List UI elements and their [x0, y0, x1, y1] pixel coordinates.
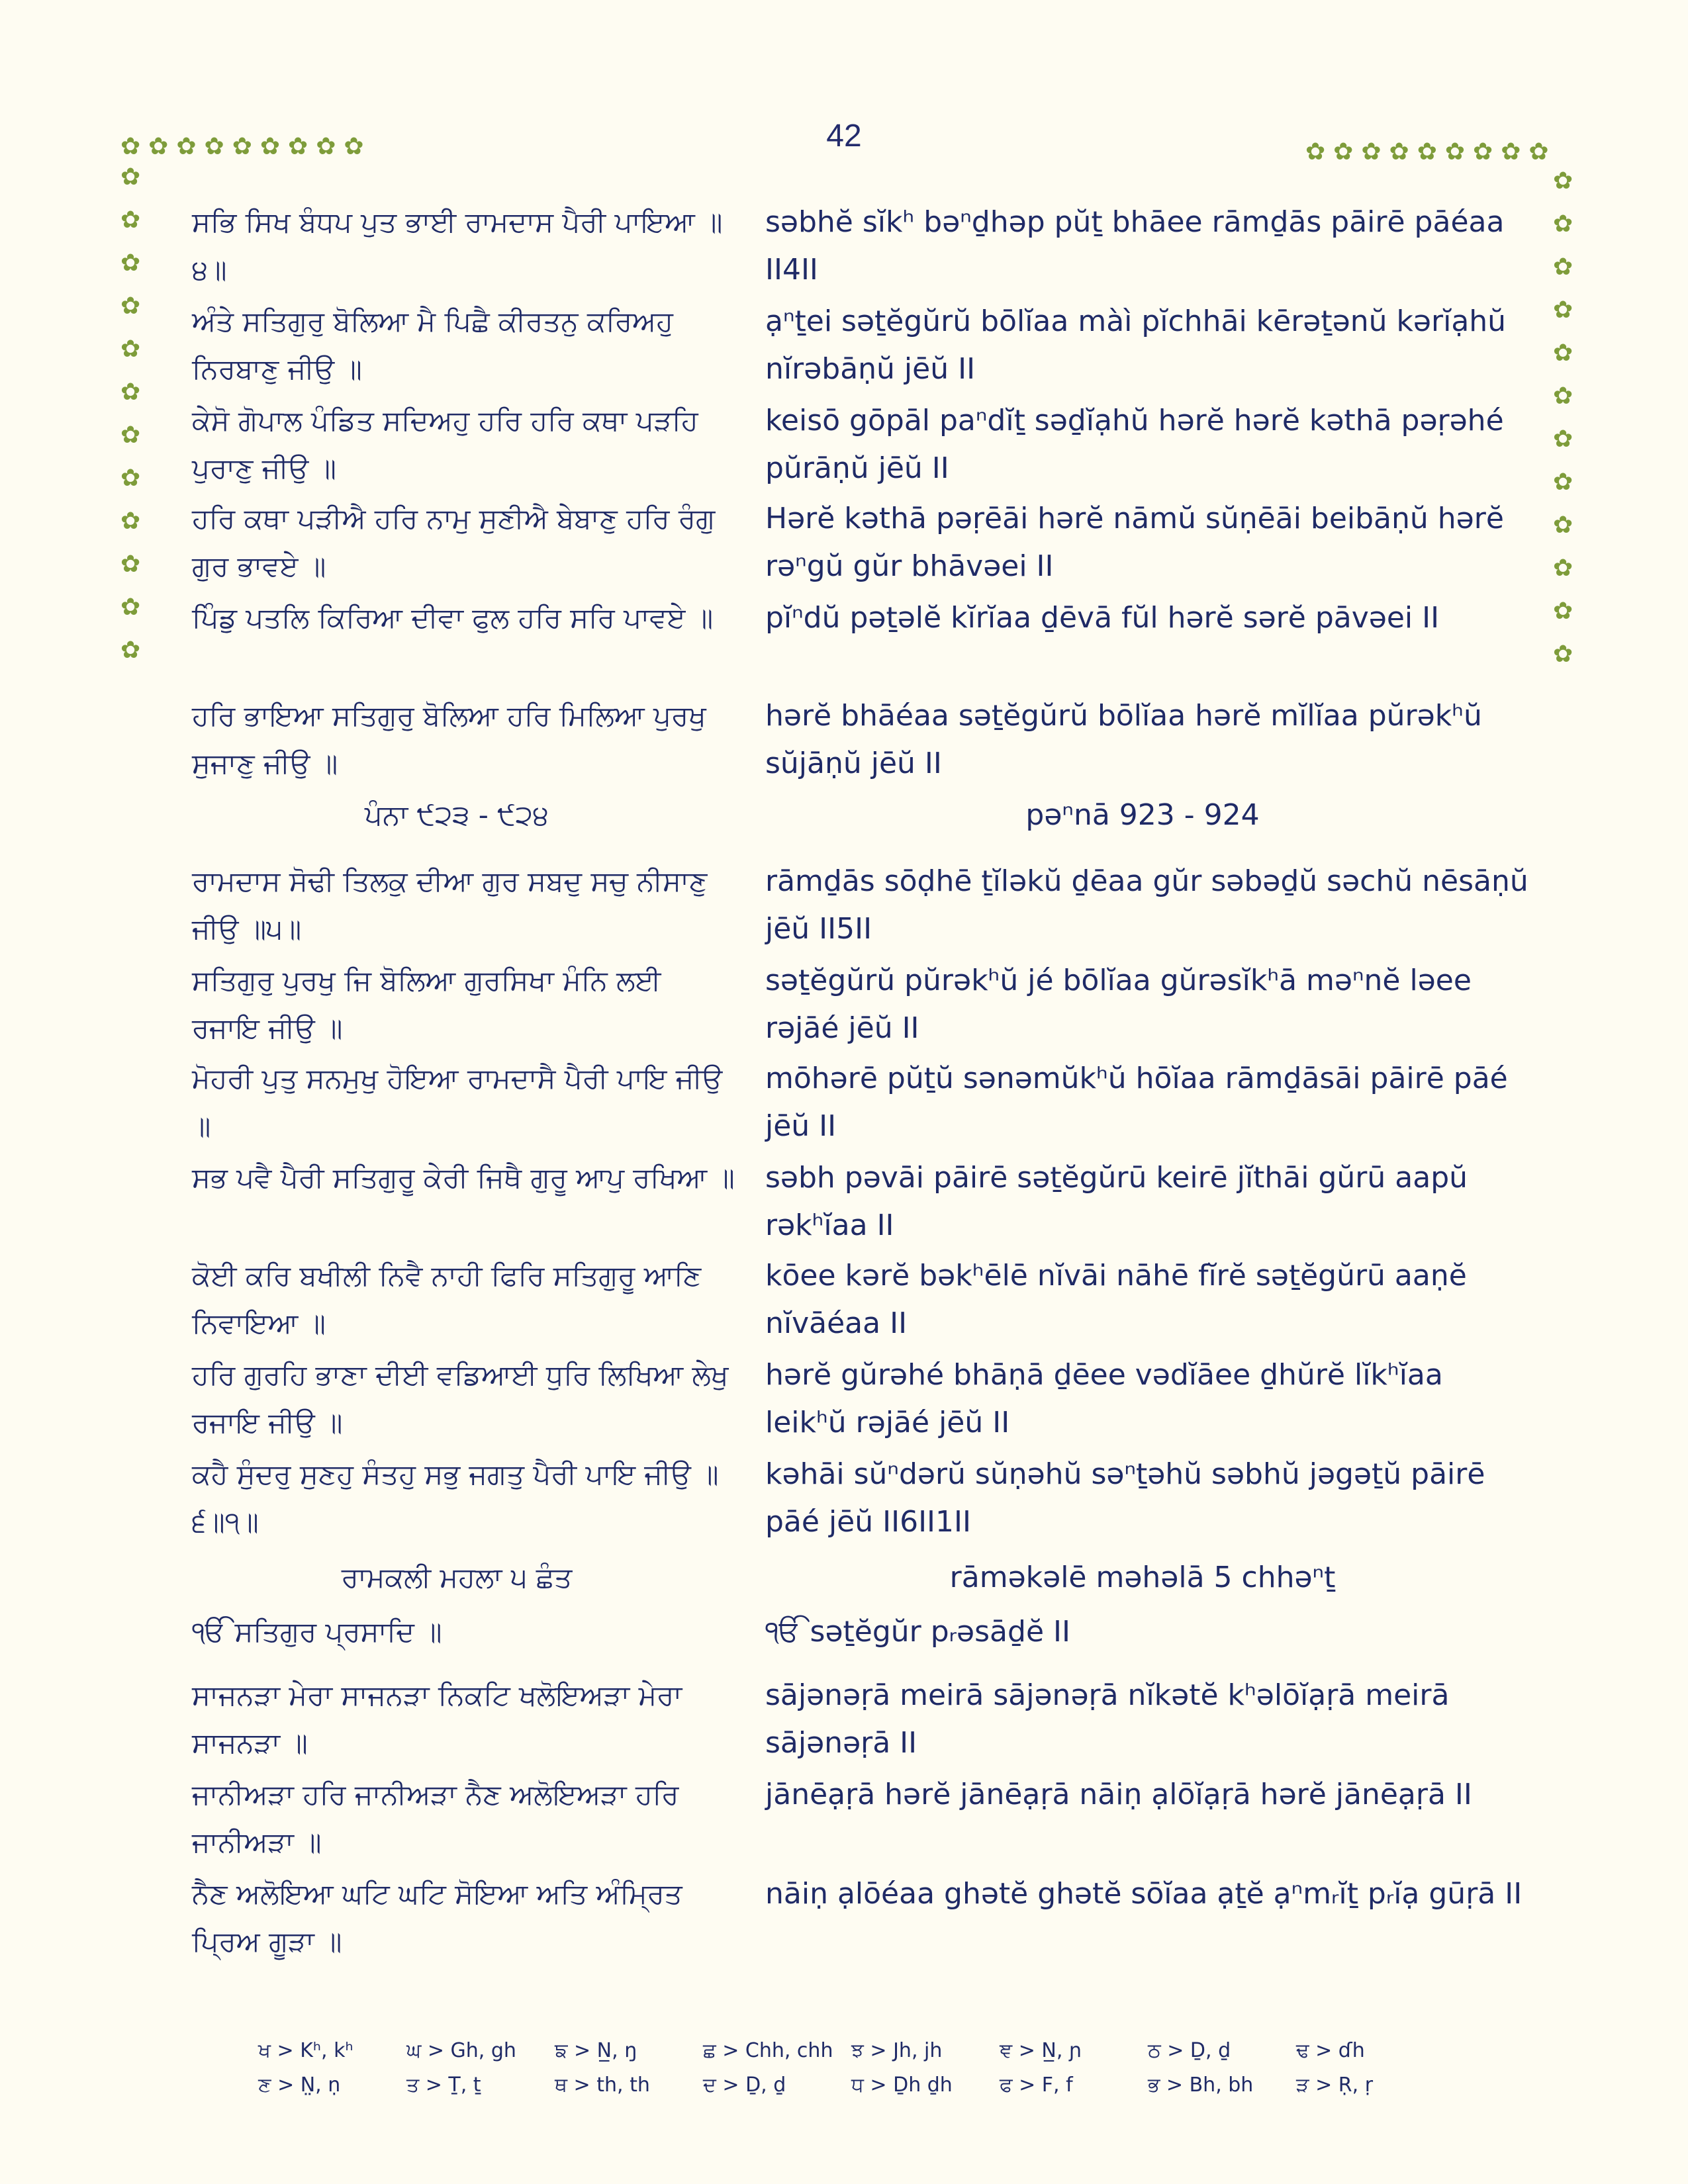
- gurmukhi-line: ਸਤਿਗੁਰੁ ਪੁਰਖੁ ਜਿ ਬੋਲਿਆ ਗੁਰਸਿਖਾ ਮੰਨਿ ਲਈ ਰਜਾਇ ਜੀਉ ॥: [192, 964, 661, 1044]
- transliteration-line: rāmḏās sōḍhē ṯĭləkŭ ḏēaa gŭr səbəḏŭ səchŭ nēsāṇŭ jēŭ II5II: [765, 864, 1528, 946]
- legend-row: [258, 2068, 1450, 2102]
- flower-icon: ✿: [1528, 138, 1549, 165]
- legend-item: ਝ > Jh, jh: [851, 2038, 943, 2062]
- gurmukhi-line: ਸਭ ਪਵੈ ਪੈਰੀ ਸਤਿਗੁਰੂ ਕੇਰੀ ਜਿਥੈ ਗੁਰੂ ਆਪੁ ਰਖਿਆ ॥: [192, 1161, 735, 1194]
- legend-item: ੜ > Ṛ, ṛ: [1296, 2073, 1374, 2097]
- legend-item: ਭ > Bh, bh: [1148, 2073, 1254, 2097]
- gurmukhi-line: ਕਹੈ ਸੁੰਦਰੁ ਸੁਣਹੁ ਸੰਤਹੁ ਸਭੁ ਜਗਤੁ ਪੈਰੀ ਪਾਇ ਜੀਉ ॥੬॥੧॥: [192, 1458, 719, 1538]
- flower-icon: ✿: [1553, 253, 1573, 281]
- transliteration-line: Hərĕ kəthā pəṛēāi hərĕ nāmŭ sŭṇēāi beibāṇŭ hərĕ rəⁿgŭ gŭr bhāvəei II: [765, 502, 1504, 583]
- transliteration-line: hərĕ bhāéaa səṯĕgŭrŭ bōlĭaa hərĕ mĭlĭaa pŭrəkʰŭ sŭjāṇŭ jēŭ II: [765, 699, 1482, 780]
- flower-icon: ✿: [120, 637, 141, 664]
- gurmukhi-line: ਹਰਿ ਭਾਇਆ ਸਤਿਗੁਰੁ ਬੋਲਿਆ ਹਰਿ ਮਿਲਿਆ ਪੁਰਖੁ ਸੁਜਾਣੁ ਜੀਉ ॥: [192, 700, 706, 780]
- flower-icon: ✿: [1553, 296, 1573, 324]
- transliteration-line: pĭⁿdŭ pəṯəlĕ kĭrĭaa ḏēvā fŭl hərĕ sərĕ pāvəei II: [765, 601, 1440, 635]
- legend-item: ਠ > Ḏ, ḏ: [1148, 2038, 1231, 2062]
- gurmukhi-line: ਕੇਸੋ ਗੋਪਾਲ ਪੰਡਿਤ ਸਦਿਅਹੁ ਹਰਿ ਹਰਿ ਕਥਾ ਪੜਹਿ ਪੁਰਾਣੁ ਜੀਉ ॥: [192, 404, 698, 484]
- legend-item: ਢ > ɗh: [1296, 2038, 1365, 2062]
- gurmukhi-line: ਕੋਈ ਕਰਿ ਬਖੀਲੀ ਨਿਵੈ ਨਾਹੀ ਫਿਰਿ ਸਤਿਗੁਰੂ ਆਣਿ ਨਿਵਾਇਆ ॥: [192, 1259, 702, 1340]
- gurmukhi-line: ਜਾਨੀਅੜਾ ਹਰਿ ਜਾਨੀਅੜਾ ਨੈਣ ਅਲੋਇਅੜਾ ਹਰਿ ਜਾਨੀਅੜਾ ॥: [192, 1778, 679, 1858]
- flower-icon: ✿: [120, 508, 141, 535]
- transliteration-line: keisō gōpāl paⁿdĭṯ səḏĭạhŭ hərĕ hərĕ kəthā pəṛəhé pŭrāṇŭ jēŭ II: [765, 404, 1504, 485]
- flower-icon: ✿: [1553, 426, 1573, 453]
- flower-icon: ✿: [1361, 138, 1382, 165]
- flower-icon: ✿: [120, 551, 141, 578]
- flower-icon: ✿: [259, 133, 281, 160]
- gurmukhi-line: ਹਰਿ ਕਥਾ ਪੜੀਐ ਹਰਿ ਨਾਮੁ ਸੁਣੀਐ ਬੇਬਾਣੁ ਹਰਿ ਰੰਗੁ ਗੁਰ ਭਾਵਏ ॥: [192, 502, 716, 582]
- left-ornament-column: [120, 165, 140, 662]
- gurmukhi-line: ਪਿੰਡੁ ਪਤਲਿ ਕਿਰਿਆ ਦੀਵਾ ਫੁਲ ਹਰਿ ਸਰਿ ਪਾਵਏ ॥: [192, 602, 714, 634]
- transliteration-line: ạⁿṯei səṯĕgŭrŭ bōlĭaa màì pĭchhāi kērəṯənŭ kərĭạhŭ nĭrəbāṇŭ jēŭ II: [765, 304, 1507, 386]
- flower-icon: ✿: [1417, 138, 1437, 165]
- gurmukhi-line: ਅੰਤੇ ਸਤਿਗੁਰੁ ਬੋਲਿਆ ਮੈ ਪਿਛੈ ਕੀਰਤਨੁ ਕਰਿਅਹੁ ਨਿਰਬਾਣੁ ਜੀਉ ॥: [192, 305, 673, 385]
- flower-icon: ✿: [288, 133, 308, 160]
- gurmukhi-line: ਹਰਿ ਗੁਰਹਿ ਭਾਣਾ ਦੀਈ ਵਡਿਆਈ ਧੁਰਿ ਲਿਖਿਆ ਲੇਖੁ ਰਜਾਇ ਜੀਉ ॥: [192, 1359, 729, 1439]
- transliteration-line: nāiṇ ạlōéaa ghətĕ ghətĕ sōĭaa ạṯĕ ạⁿmᵣĭṯ pᵣĭạ gūṛā II: [765, 1877, 1523, 1911]
- page-number: 42: [826, 118, 862, 154]
- transliteration-line: ੴ səṯĕgŭr pᵣəsāḏĕ II: [765, 1615, 1070, 1649]
- legend-item: ਦ > Ḏ, ḏ: [703, 2073, 786, 2097]
- transliteration-line: mōhərē pŭṯŭ sənəmŭkʰŭ hōĭaa rāmḏāsāi pāirē pāé jēŭ II: [765, 1062, 1508, 1143]
- flower-icon: ✿: [1553, 469, 1573, 496]
- legend-item: ਘ > Gh, gh: [406, 2038, 516, 2062]
- flower-icon: ✿: [204, 133, 224, 160]
- transliteration-line: sājənəṛā meirā sājənəṛā nĭkətĕ kʰəlōĭạṛā meirā sājənəṛā II: [765, 1678, 1450, 1760]
- transliteration-line: səbhĕ sĭkʰ bəⁿḏhəp pŭṯ bhāee rāmḏās pāirē pāéaa II4II: [765, 205, 1505, 287]
- transliteration-line: səbh pəvāi pāirē səṯĕgŭrū keirē jĭthāi gŭrū aapŭ rəkʰĭaa II: [765, 1161, 1468, 1242]
- gurmukhi-heading: ਪੰਨਾ ੯੨੩ - ੯੨੪: [364, 799, 549, 831]
- top-left-ornament: [120, 135, 364, 159]
- flower-icon: ✿: [1553, 383, 1573, 410]
- legend-item: ਛ > Chh, chh: [703, 2038, 833, 2062]
- flower-icon: ✿: [120, 293, 141, 320]
- gurmukhi-line: ਸਭਿ ਸਿਖ ਬੰਧਪ ਪੁਤ ਭਾਈ ਰਾਮਦਾਸ ਪੈਰੀ ਪਾਇਆ ॥੪॥: [192, 206, 723, 286]
- flower-icon: ✿: [1553, 512, 1573, 539]
- flower-icon: ✿: [1553, 598, 1573, 625]
- legend-item: ਥ > th, th: [555, 2073, 650, 2097]
- flower-icon: ✿: [1333, 138, 1354, 165]
- flower-icon: ✿: [1444, 138, 1466, 165]
- flower-icon: ✿: [232, 133, 252, 160]
- transliteration-legend: [258, 2033, 1450, 2102]
- top-right-ornament: [1305, 140, 1549, 164]
- transliteration-heading: pəⁿnā 923 - 924: [1025, 798, 1260, 832]
- flower-icon: ✿: [120, 465, 141, 492]
- flower-icon: ✿: [1553, 167, 1573, 195]
- flower-icon: ✿: [120, 379, 141, 406]
- transliteration-line: jānēạṛā hərĕ jānēạṛā nāiṇ ạlōĭạṛā hərĕ jānēạṛā II: [765, 1778, 1472, 1811]
- legend-item: ਤ > Ṯ, ṯ: [406, 2073, 481, 2097]
- legend-item: ਖ > Kʰ, kʰ: [258, 2038, 353, 2062]
- flower-icon: ✿: [1553, 210, 1573, 238]
- flower-icon: ✿: [120, 206, 141, 234]
- transliteration-line: səṯĕgŭrŭ pŭrəkʰŭ jé bōlĭaa gŭrəsĭkʰā məⁿnĕ ləee rəjāé jēŭ II: [765, 964, 1472, 1045]
- transliteration-line: kōee kərĕ bəkʰēlē nĭvāi nāhē fĭrĕ səṯĕgŭrū aaṇĕ nĭvāéaa II: [765, 1259, 1467, 1340]
- flower-icon: ✿: [120, 336, 141, 363]
- flower-icon: ✿: [120, 422, 141, 449]
- flower-icon: ✿: [120, 133, 141, 160]
- gurmukhi-line: ਮੋਹਰੀ ਪੁਤੁ ਸਨਮੁਖੁ ਹੋਇਆ ਰਾਮਦਾਸੈ ਪੈਰੀ ਪਾਇ ਜੀਉ ॥: [192, 1062, 723, 1142]
- legend-item: ਞ > N̲, ɲ: [1000, 2038, 1082, 2062]
- legend-item: ਫ > F, f: [1000, 2073, 1073, 2097]
- legend-row: [258, 2033, 1450, 2068]
- flower-icon: ✿: [1501, 138, 1521, 165]
- flower-icon: ✿: [1473, 138, 1493, 165]
- flower-icon: ✿: [1553, 641, 1573, 668]
- gurmukhi-line: ਨੈਣ ਅਲੋਇਆ ਘਟਿ ਘਟਿ ਸੋਇਆ ਅਤਿ ਅੰਮ੍ਰਿਤ ਪ੍ਰਿਅ ਗੂੜਾ ॥: [192, 1878, 682, 1958]
- flower-icon: ✿: [1305, 138, 1326, 165]
- flower-icon: ✿: [148, 133, 169, 160]
- gurmukhi-line: ਰਾਮਦਾਸ ਸੋਢੀ ਤਿਲਕੁ ਦੀਆ ਗੁਰ ਸਬਦੁ ਸਚੁ ਨੀਸਾਣੁ ਜੀਉ ॥੫॥: [192, 865, 708, 945]
- flower-icon: ✿: [120, 163, 141, 191]
- flower-icon: ✿: [344, 133, 364, 160]
- legend-item: ਣ > N̤, ṇ: [258, 2073, 341, 2097]
- flower-icon: ✿: [1553, 340, 1573, 367]
- flower-icon: ✿: [1553, 555, 1573, 582]
- gurmukhi-heading: ਰਾਮਕਲੀ ਮਹਲਾ ੫ ਛੰਤ: [341, 1561, 573, 1594]
- flower-icon: ✿: [316, 133, 336, 160]
- flower-icon: ✿: [120, 594, 141, 621]
- transliteration-heading: rāməkəlē məhəlā 5 chhəⁿṯ: [949, 1561, 1336, 1594]
- legend-item: ਙ > N̲, ŋ: [555, 2038, 637, 2062]
- flower-icon: ✿: [176, 133, 197, 160]
- right-ornament-column: [1553, 169, 1573, 666]
- flower-icon: ✿: [1389, 138, 1409, 165]
- gurmukhi-line: ਸਾਜਨੜਾ ਮੇਰਾ ਸਾਜਨੜਾ ਨਿਕਟਿ ਖਲੋਇਅੜਾ ਮੇਰਾ ਸਾਜਨੜਾ ॥: [192, 1679, 682, 1759]
- transliteration-line: kəhāi sŭⁿdərŭ sŭṇəhŭ səⁿṯəhŭ səbhŭ jəgəṯŭ pāirē pāé jēŭ II6II1II: [765, 1457, 1485, 1539]
- flower-icon: ✿: [120, 250, 141, 277]
- legend-item: ਧ > Ḏh ḏh: [851, 2073, 953, 2097]
- gurmukhi-line: ੴ ਸਤਿਗੁਰ ਪ੍ਰਸਾਦਿ ॥: [192, 1615, 442, 1648]
- transliteration-line: hərĕ gŭrəhé bhāṇā ḏēee vədĭāee ḏhŭrĕ lĭkʰĭaa leikʰŭ rəjāé jēŭ II: [765, 1358, 1443, 1439]
